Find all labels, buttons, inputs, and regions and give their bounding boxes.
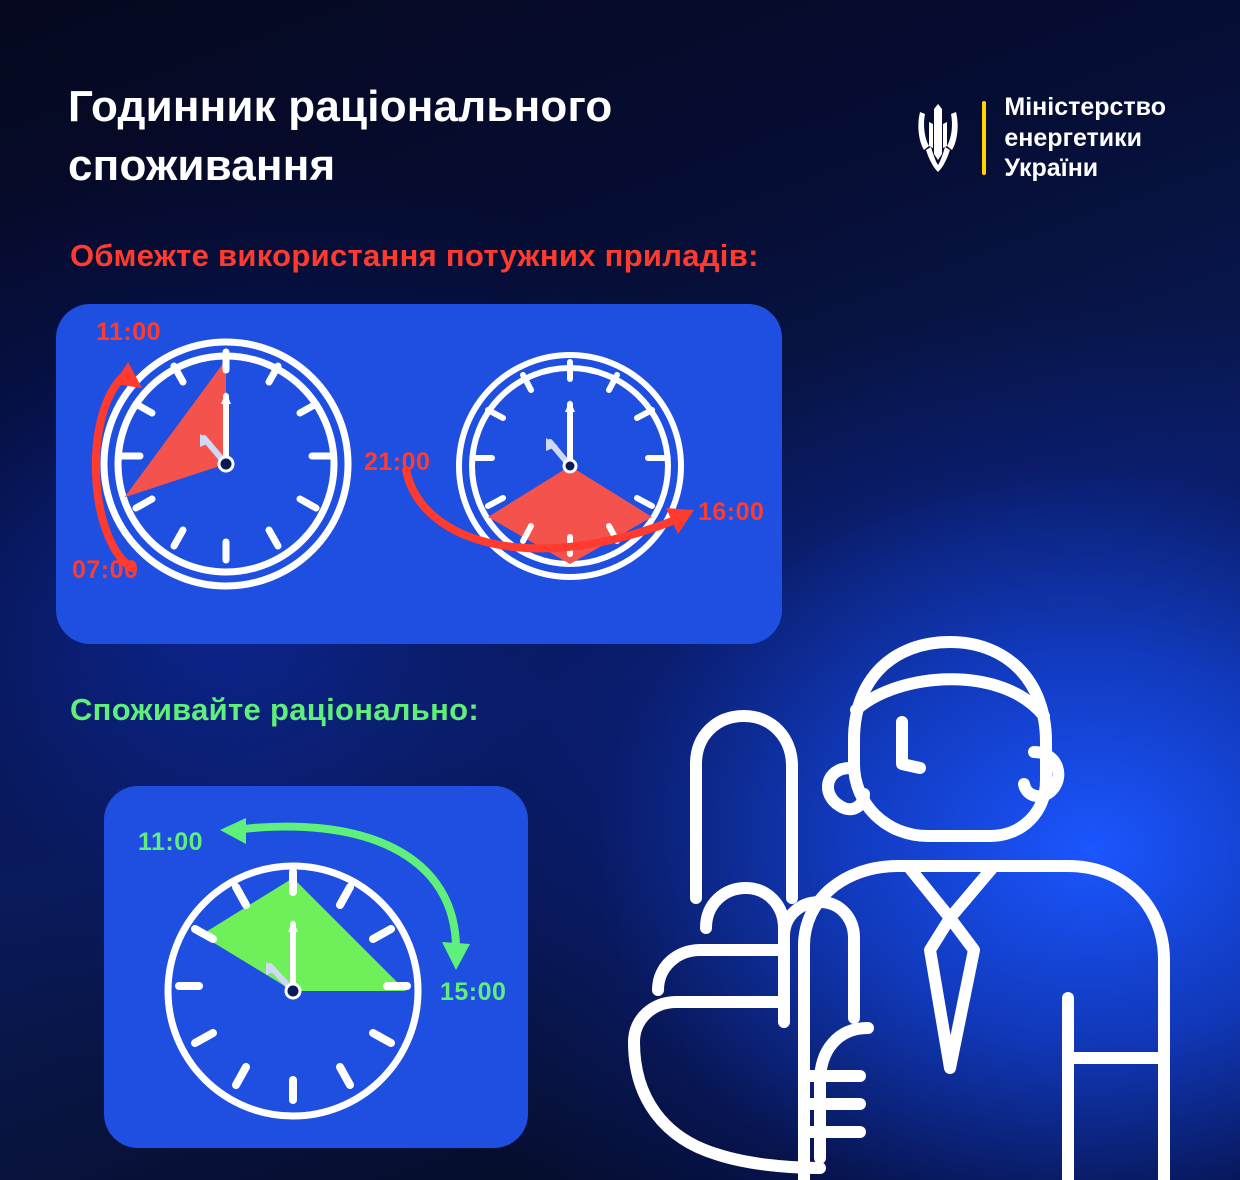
section-heading-rational: Споживайте раціонально: — [70, 692, 480, 727]
man-pointing-up-illustration — [598, 598, 1198, 1180]
logo-divider — [982, 101, 986, 175]
label-rational-end: 15:00 — [440, 978, 507, 1006]
label-evening-end: 16:00 — [698, 498, 765, 526]
arrow-rational-range — [212, 812, 492, 1002]
label-evening-start: 21:00 — [364, 448, 431, 476]
label-rational-start: 11:00 — [138, 828, 204, 856]
label-morning-end: 11:00 — [96, 318, 162, 346]
section-heading-limit: Обмежте використання потужних приладів: — [70, 238, 759, 273]
ministry-name: Міністерство енергетики України — [1004, 93, 1166, 182]
ukraine-trident-icon — [912, 102, 964, 174]
arrow-evening-range — [388, 460, 718, 590]
label-morning-start: 07:00 — [72, 556, 139, 584]
ministry-logo — [912, 92, 1166, 184]
page-title: Годинник раціонального споживання — [68, 82, 613, 190]
